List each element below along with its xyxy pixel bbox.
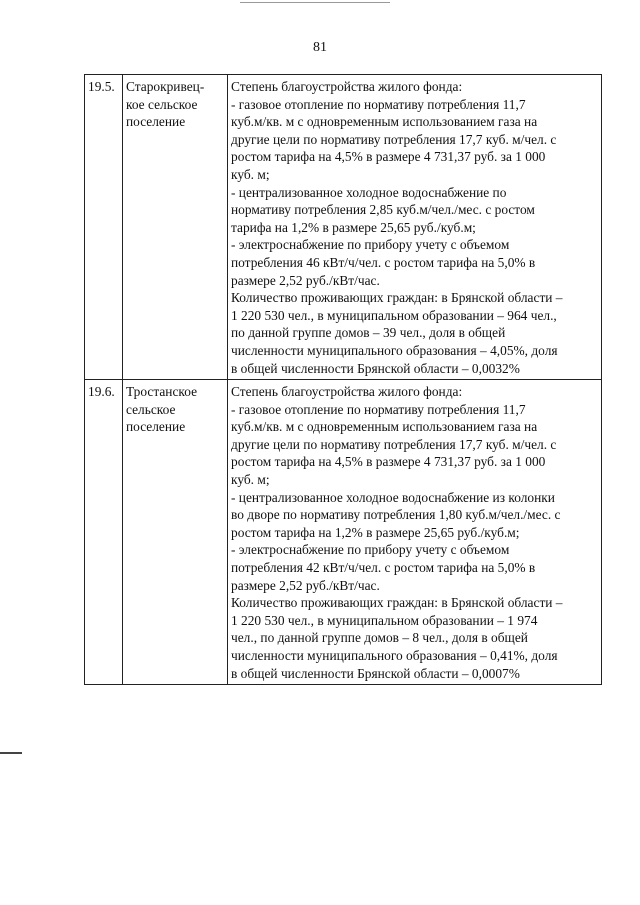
page-number: 81 bbox=[313, 40, 327, 55]
description-line: по данной группе домов – 39 чел., доля в общей bbox=[231, 325, 506, 341]
settlement-name bbox=[123, 380, 228, 685]
settlement-description bbox=[228, 380, 602, 685]
row-number: 19.6. bbox=[85, 380, 123, 685]
description-line: численности муниципального образования – 4,05%, доля bbox=[231, 342, 558, 358]
scan-mark-top bbox=[240, 2, 390, 3]
description-line: нормативу потребления 2,85 куб.м/чел./мес. с ростом bbox=[231, 202, 535, 218]
description-line: ростом тарифа на 4,5% в размере 4 731,37 руб. за 1 000 bbox=[231, 454, 546, 470]
description-line: - газовое отопление по нормативу потребления 11,7 bbox=[231, 401, 526, 417]
description-line: куб.м/кв. м с одновременным использованием газа на bbox=[231, 114, 538, 130]
settlement-name bbox=[123, 75, 228, 380]
description-line: Количество проживающих граждан: в Брянской области – bbox=[231, 595, 563, 611]
name-line: поселение bbox=[126, 419, 186, 435]
description-line: Степень благоустройства жилого фонда: bbox=[231, 79, 463, 94]
description-line: ростом тарифа на 1,2% в размере 25,65 руб./куб.м; bbox=[231, 524, 520, 540]
description-line: Степень благоустройства жилого фонда: bbox=[231, 384, 463, 400]
description-line: 1 220 530 чел., в муниципальном образовании – 964 чел., bbox=[231, 307, 557, 323]
row-number: 19.5. bbox=[85, 75, 123, 380]
description-line: размере 2,52 руб./кВт/час. bbox=[231, 272, 380, 288]
settlement-description bbox=[228, 75, 602, 380]
name-line: сельское bbox=[126, 401, 176, 417]
description-line: чел., по данной группе домов – 8 чел., доля в общей bbox=[231, 630, 528, 646]
description-line: ростом тарифа на 4,5% в размере 4 731,37 руб. за 1 000 bbox=[231, 149, 546, 165]
description-line: 1 220 530 чел., в муниципальном образовании – 1 974 bbox=[231, 612, 538, 628]
table-row bbox=[85, 380, 602, 685]
name-line: Старокривец- bbox=[126, 79, 205, 94]
table-row bbox=[85, 75, 602, 380]
name-line: Тростанское bbox=[126, 384, 198, 400]
description-line: куб. м; bbox=[231, 472, 270, 488]
description-line: потребления 46 кВт/ч/чел. с ростом тарифа на 5,0% в bbox=[231, 254, 536, 270]
description-line: тарифа на 1,2% в размере 25,65 руб./куб.м; bbox=[231, 219, 476, 235]
name-line: поселение bbox=[126, 114, 186, 130]
description-line: - централизованное холодное водоснабжение из колонки bbox=[231, 489, 555, 505]
description-line: в общей численности Брянской области – 0,0007% bbox=[231, 665, 520, 681]
description-line: куб. м; bbox=[231, 166, 270, 182]
description-line: численности муниципального образования – 0,41%, доля bbox=[231, 648, 558, 663]
description-line: размере 2,52 руб./кВт/час. bbox=[231, 577, 380, 593]
description-line: - газовое отопление по нормативу потребления 11,7 bbox=[231, 96, 526, 112]
document-table bbox=[84, 74, 602, 685]
description-line: во дворе по нормативу потребления 1,80 куб.м/чел./мес. с bbox=[231, 507, 561, 523]
description-line: в общей численности Брянской области – 0,0032% bbox=[231, 360, 520, 376]
description-line: другие цели по нормативу потребления 17,7 куб. м/чел. с bbox=[231, 436, 557, 452]
description-line: - централизованное холодное водоснабжение по bbox=[231, 184, 507, 200]
description-line: куб.м/кв. м с одновременным использованием газа на bbox=[231, 419, 538, 435]
description-line: - электроснабжение по прибору учету с объемом bbox=[231, 542, 510, 558]
description-line: потребления 42 кВт/ч/чел. с ростом тарифа на 5,0% в bbox=[231, 560, 536, 576]
description-line: другие цели по нормативу потребления 17,7 куб. м/чел. с bbox=[231, 131, 557, 147]
description-line: Количество проживающих граждан: в Брянской области – bbox=[231, 290, 563, 306]
name-line: кое сельское bbox=[126, 96, 198, 112]
description-line: - электроснабжение по прибору учету с объемом bbox=[231, 237, 510, 253]
scan-mark-left bbox=[0, 752, 22, 754]
